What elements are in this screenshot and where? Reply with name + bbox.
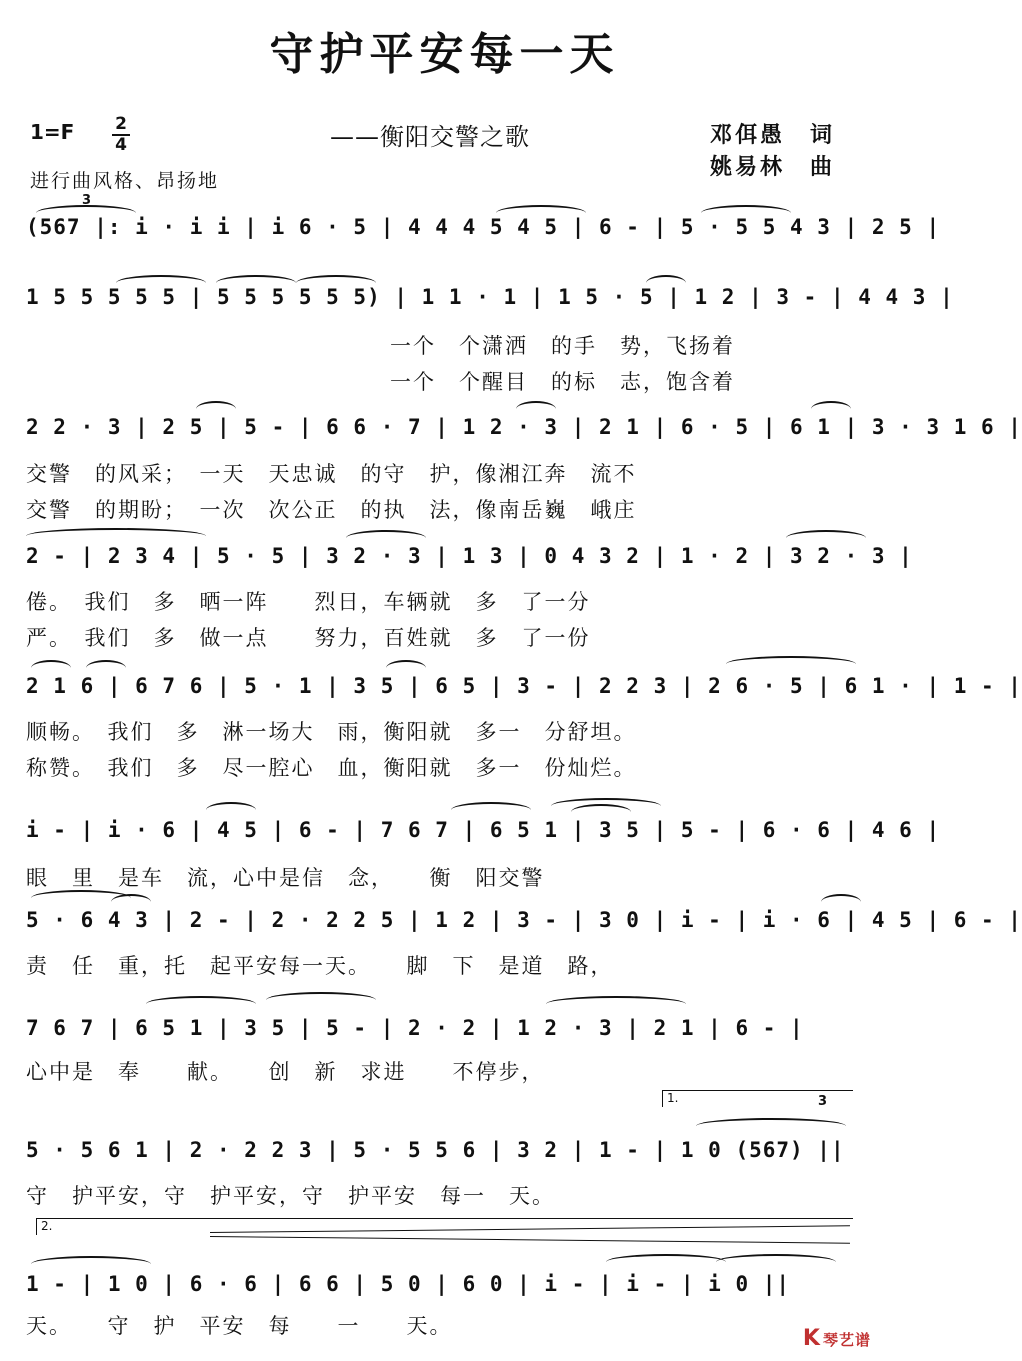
lyric-line: 交警 的风采； 一天 天忠诚 的守 护，像湘江奔 流不 [26,462,637,486]
triplet-mark: 3 [818,1094,828,1109]
volta-first-ending: 1. [662,1090,853,1107]
score-system-5 [26,664,1022,720]
notation-line: 2 1 6 | 6 7 6 | 5 · 1 | 3 5 | 6 5 | 3 - | 2 2 3 | 2 6 · 5 | 6 1 · | 1 - | [26,674,1022,698]
notation-line: 7 6 7 | 6 5 1 | 3 5 | 5 - | 2 · 2 | 1 2 · 3 | 2 1 | 6 - | [26,1016,804,1040]
watermark-text: 琴艺谱 [822,1331,871,1349]
lyric-line: 倦。 我们 多 晒一阵 烈日，车辆就 多 了一分 [26,590,591,614]
score-system-3 [26,405,1022,461]
lyric-line: 交警 的期盼； 一次 次公正 的执 法，像南岳巍 峨庄 [26,498,637,522]
triplet-mark: 3 [82,193,92,208]
score-system-7 [26,898,1022,954]
volta-second-ending: 2. [36,1218,853,1235]
notation-line: 1 - | 1 0 | 6 · 6 | 6 6 | 5 0 | 6 0 | i - | i - | i 0 || [26,1272,791,1296]
lyricist-credit: 邓佴愚 词 [710,123,836,148]
notation-line: (567 |: i · i i | i 6 · 5 | 4 4 4 5 4 5 | 6 - | 5 · 5 5 4 3 | 2 5 | [26,215,941,239]
notation-line: 1 5 5 5 5 5 | 5 5 5 5 5 5) | 1 1 · 1 | 1 5 · 5 | 1 2 | 3 - | 4 4 3 | [26,285,954,309]
lyric-line: 心中是 奉 献。 创 新 求进 不停步， [26,1060,545,1084]
notation-line: i - | i · 6 | 4 5 | 6 - | 7 6 7 | 6 5 1 | 3 5 | 5 - | 6 · 6 | 4 6 | [26,818,941,842]
score-system-9 [26,1094,862,1184]
song-subtitle: ——衡阳交警之歌 [330,123,530,151]
score-system-4 [26,534,913,590]
lyric-line: 顺畅。 我们 多 淋一场大 雨，衡阳就 多一 分舒坦。 [26,720,637,744]
lyric-line: 眼 里 是车 流，心中是信 念， 衡 阳交警 [26,866,545,890]
key-signature: 1=F [30,120,75,144]
notation-line: 5 · 6 4 3 | 2 - | 2 · 2 2 5 | 1 2 | 3 - | 3 0 | i - | i · 6 | 4 5 | 6 - | [26,908,1022,932]
score-system-2 [26,275,954,331]
crescendo-line-lower [210,1236,850,1244]
lyric-line: 责 任 重，托 起平安每一天。 脚 下 是道 路， [26,954,614,978]
time-signature-bottom: 4 [115,135,127,155]
composer-credit: 姚易林 曲 [710,155,836,180]
lyric-line: 一个 个潇洒 的手 势，飞扬着 [390,334,735,358]
lyric-line: 守 护平安，守 护平安，守 护平安 每一 天。 [26,1184,555,1208]
notation-line: 5 · 5 6 1 | 2 · 2 2 3 | 5 · 5 5 6 | 3 2 | 1 - | 1 0 (567) || [26,1138,845,1162]
lyric-line: 一个 个醒目 的标 志，饱含着 [390,370,735,394]
lyric-line: 天。 守 护 平安 每 一 天。 [26,1314,453,1338]
style-marking: 进行曲风格、昂扬地 [30,170,220,192]
watermark-k-icon: K [802,1326,821,1351]
song-title: 守护平安每一天 [269,29,620,80]
notation-line: 2 2 · 3 | 2 5 | 5 - | 6 6 · 7 | 1 2 · 3 | 2 1 | 6 · 5 | 6 1 | 3 · 3 1 6 | [26,415,1022,439]
score-system-6 [26,808,941,864]
lyric-line: 称赞。 我们 多 尽一腔心 血，衡阳就 多一 份灿烂。 [26,756,637,780]
time-signature-top: 2 [115,114,127,134]
score-system-8 [26,1006,862,1062]
score-system-1 [26,193,941,261]
time-signature [112,116,130,154]
lyric-line: 严。 我们 多 做一点 努力，百姓就 多 了一份 [26,626,591,650]
watermark-logo [803,1326,871,1351]
notation-line: 2 - | 2 3 4 | 5 · 5 | 3 2 · 3 | 1 3 | 0 4 3 2 | 1 · 2 | 3 2 · 3 | [26,544,913,568]
